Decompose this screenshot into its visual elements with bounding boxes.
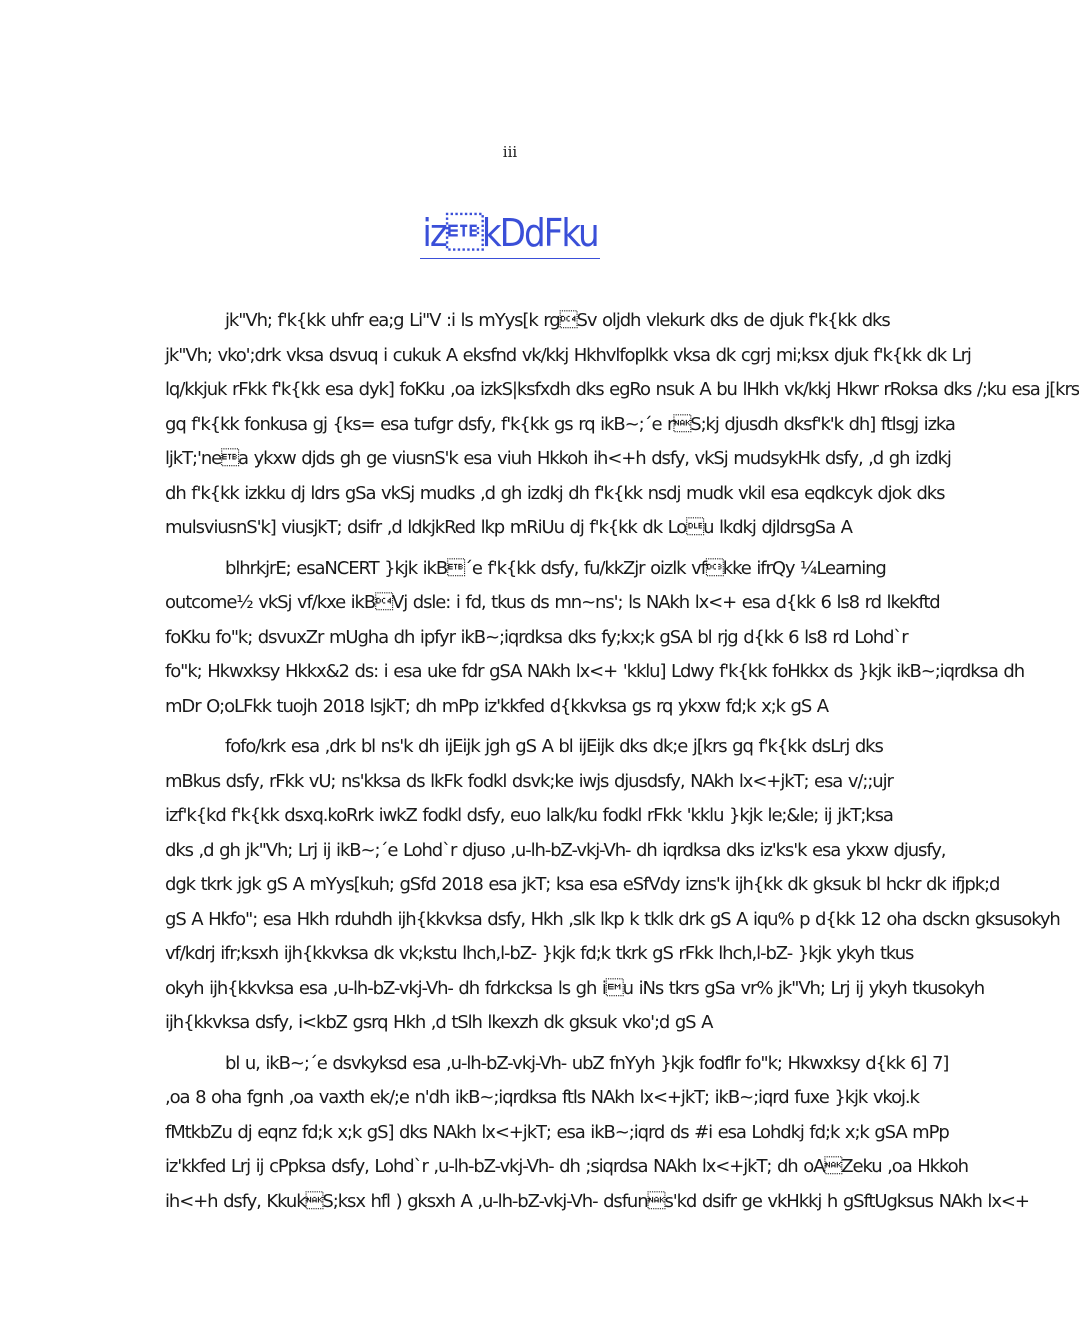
text-line: ,oa 8 oha fgnh ,oa vaxth ek/;e n'dh ikB~;iqrdksa ftls NAkh lx<+jkT; ikB~;iqrd fuxe }kjk vkoj.k <box>165 1087 919 1108</box>
body-text <box>165 304 1079 1225</box>
paragraph-2 <box>165 552 1025 725</box>
text-line: gS A Hkfo"; esa Hkh rduhdh ijh{kkvksa dsfy, Hkh ,slk lkp k tklk drk gS A iqu% p d{kk 12 oha dsckn gksusokyh <box>165 908 1060 930</box>
paragraph-3 <box>165 730 1060 1041</box>
text-line: mDr O;oLFkk tuojh 2018 lsjkT; dh mPp iz'kkfed d{kkvksa gs rq ykxw fd;k x;k gS A <box>165 695 829 717</box>
text-line: dh f'k{kk izkku dj ldrs gSa vkSj mudks ,d gh izdkj dh f'k{kk nsdj mudk vkil esa eqdkcyk djok dks <box>165 482 945 504</box>
text-line: bl u, ikB~;´e dsvkyksd esa ,u-lh-bZ-vkj-Vh- ubZ fnYyh }kjk fodflr fo"k; Hkwxksy d{kk 6] 7] <box>225 1052 949 1074</box>
text-line: fo"k; Hkwxksy Hkkx&2 ds: i esa uke fdr gSA NAkh lx<+ 'kklu] Ldwy f'k{kk foHkkx ds }kjk ikB~;iqrdksa dh <box>165 661 1025 682</box>
text-line: dgk tkrk jgk gS A mYys[kuh; gSfd 2018 esa jkT; ksa esa eSfVdy izns'k ijh{kk dk gksuk bl hckr dk ifjpk;d <box>165 874 1000 895</box>
text-line: foKku fo"k; dsvuxZr mUgha dh ipfyr ikB~;iqrdksa dks fy;kx;k gSA bl rjg d{kk 6 ls8 rd Lohd`r <box>165 626 908 648</box>
page-number: iii <box>502 143 518 161</box>
text-line: fMtkbZu dj eqnz fd;k x;k gS] dks NAkh lx<+jkT; esa ikB~;iqrd ds #i esa Lohdkj fd;k x;k gSA mPp <box>165 1121 949 1143</box>
paragraph-4 <box>165 1047 1029 1220</box>
text-line: vf/kdrj ifr;ksxh ijh{kkvksa dk vk;kstu lhch,l-bZ- }kjk fd;k tkrk gS rFkk lhch,l-bZ- }kjk ykyh tkus <box>165 943 914 964</box>
text-line: outcome½ vkSj vf/kxe ikBVj dsle: i fd, tkus ds mn~ns'; ls NAkh lx<+ esa d{kk 6 ls8 rd lkekftd <box>165 592 940 613</box>
page-title: izkDdFku <box>420 212 599 259</box>
text-line: lq/kkjuk rFkk f'k{kk esa dyk] foKku ,oa izkS|ksfxdh dks egRo nsuk A bu lHkh vk/kkj Hkwr rRoksa dks /;ku esa j[krs <box>165 379 1079 400</box>
text-line: iz'kkfed Lrj ij cPpksa dsfy, Lohd`r ,u-lh-bZ-vkj-Vh- dh ;siqrdsa NAkh lx<+jkT; dh oAZeku ,oa Hkkoh <box>165 1156 968 1177</box>
text-line: fofo/krk esa ,drk bl ns'k dh ijEijk jgh gS A bl ijEijk dks dk;e j[krs gq f'k{kk dsLrj dks <box>225 736 883 757</box>
text-line: jk"Vh; vko';drk vksa dsvuq i cukuk A eksfnd vk/kkj Hkhvlfoplkk vksa dk cgrj mi;ksx djuk f'k{kk dk Lrj <box>165 344 971 366</box>
text-line: okyh ijh{kkvksa esa ,u-lh-bZ-vkj-Vh- dh fdrkcksa ls gh iu iNs tkrs gSa vr% jk"Vh; Lrj ij ykyh tkusokyh <box>165 977 985 999</box>
text-line: jk"Vh; f'k{kk uhfr ea;g Li"V :i ls mYys[k rgSv oljdh vlekurk dks de djuk f'k{kk dks <box>225 310 890 331</box>
text-line: mBkus dsfy, rFkk vU; ns'kksa ds lkFk fodkl dsvk;ke iwjs djusdsfy, NAkh lx<+jkT; esa v/;;ujr <box>165 770 893 792</box>
text-line: ljkT;'nea ykxw djds gh ge viusnS'k esa viuh Hkkoh ih<+h dsfy, vkSj mudsykHk dsfy, ,d gh izdkj <box>165 448 951 469</box>
paragraph-1 <box>165 304 1079 546</box>
text-line: ijh{kkvksa dsfy, i<kbZ gsrq Hkh ,d tSlh lkexzh dk gksuk vko';d gS A <box>165 1012 713 1033</box>
text-line: gq f'k{kk fonkusa gj {ks= esa tufgr dsfy, f'k{kk gs rq ikB~;´e rS;kj djusdh dksf'k'k dh] ftlsgj izka <box>165 413 955 435</box>
text-line: ih<+h dsfy, KkukS;ksx hfl ) gksxh A ,u-lh-bZ-vkj-Vh- dsfuns'kd dsifr ge vkHkkj h gSftUgksus NAkh lx<+ <box>165 1190 1029 1212</box>
text-line: blhrkjrE; esaNCERT }kjk ikB´e f'k{kk dsfy, fu/kkZjr oizlk vfkke ifrQy ¼Learning <box>225 557 886 579</box>
title-block <box>0 212 1020 259</box>
text-line: mulsviusnS'k] viusjkT; dsifr ,d ldkjkRed lkp mRiUu dj f'k{kk dk Lou lkdkj djldrsgSa A <box>165 517 852 538</box>
text-line: dks ,d gh jk"Vh; Lrj ij ikB~;´e Lohd`r djuso ,u-lh-bZ-vkj-Vh- dh iqrdksa dks iz'ks'k esa ykxw djusfy, <box>165 839 946 861</box>
text-line: izf'k{kd f'k{kk dsxq.koRrk iwkZ fodkl dsfy, euo lalk/ku fodkl rFkk 'kklu }kjk le;&le; ij jkT;ksa <box>165 805 893 826</box>
